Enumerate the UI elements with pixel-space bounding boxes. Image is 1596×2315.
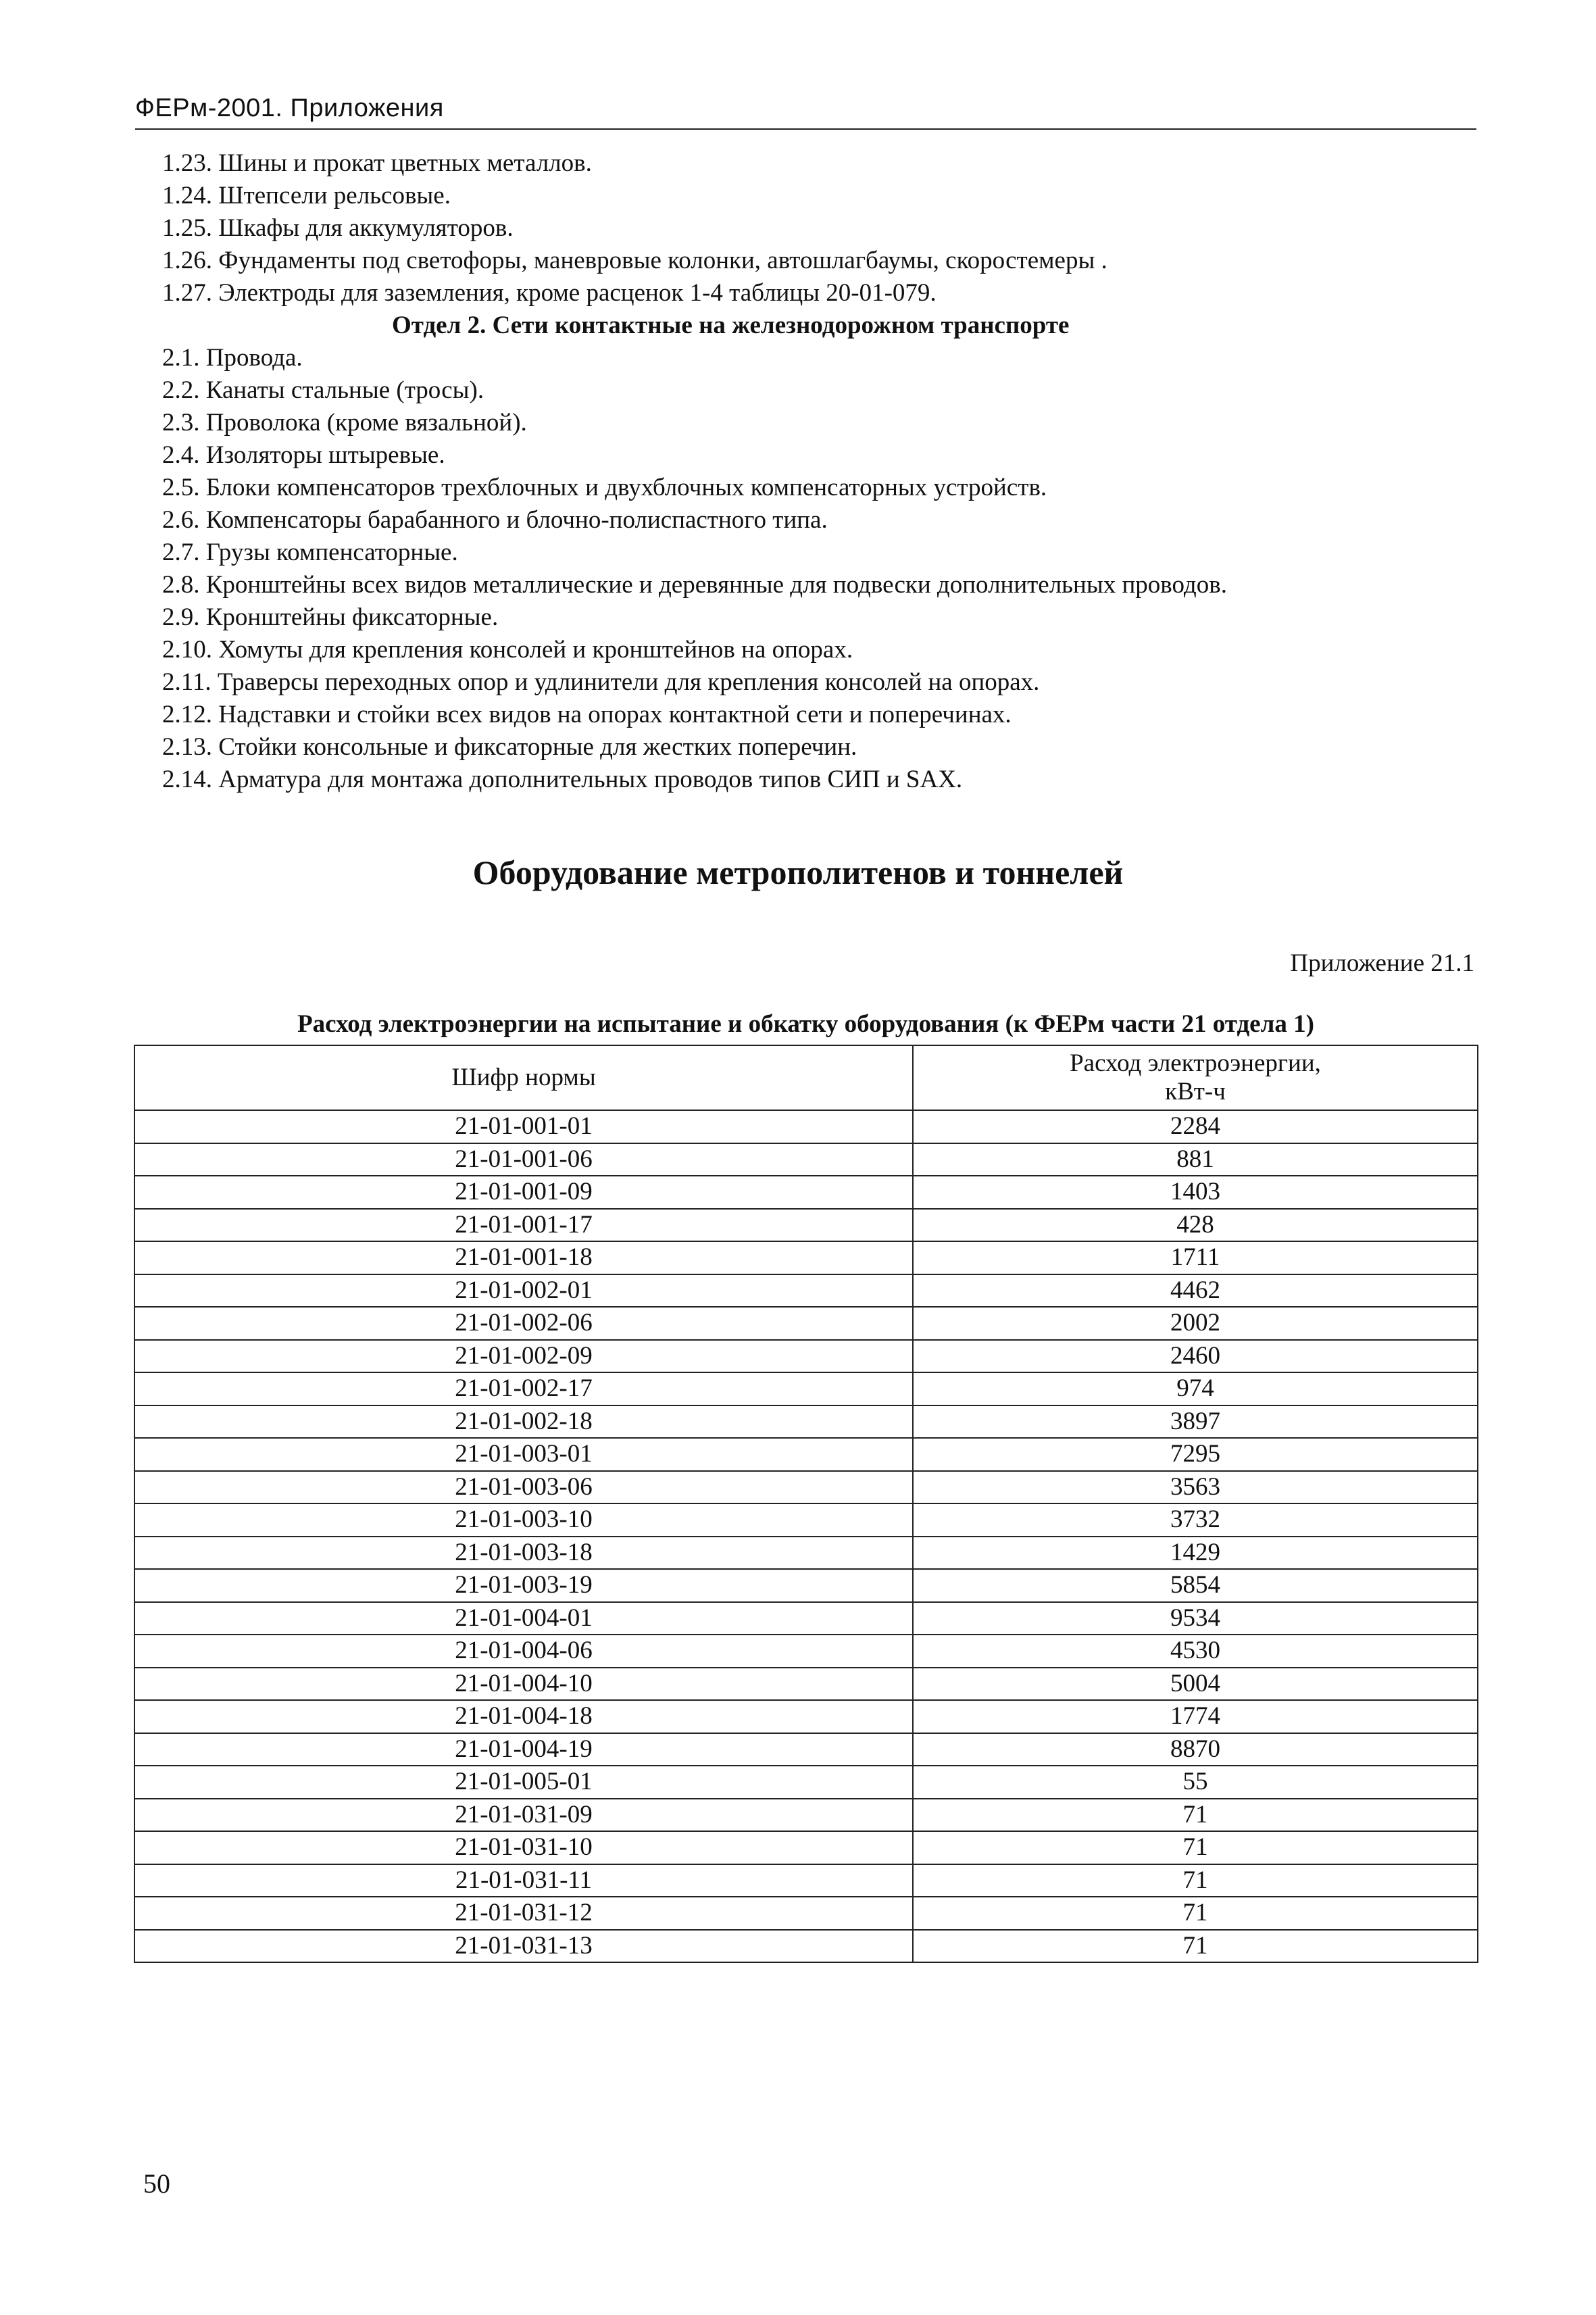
cell-energy: 1711 [913,1241,1478,1274]
cell-code: 21-01-002-06 [134,1307,913,1340]
table-row [134,1799,1478,1832]
cell-energy: 1774 [913,1700,1478,1733]
cell-code: 21-01-031-12 [134,1897,913,1930]
page-header [135,88,1476,130]
cell-code: 21-01-031-13 [134,1930,913,1963]
cell-code: 21-01-031-09 [134,1799,913,1832]
cell-code: 21-01-004-10 [134,1668,913,1701]
cell-energy: 2284 [913,1110,1478,1143]
cell-code: 21-01-004-18 [134,1700,913,1733]
table-row [134,1274,1478,1308]
list-item: 2.4. Изоляторы штыревые. [162,441,445,469]
main-title: Оборудование метрополитенов и тоннелей [472,853,1124,891]
cell-energy: 2460 [913,1340,1478,1373]
list-item: 2.14. Арматура для монтажа дополнительных проводов типов СИП и SAX. [162,766,963,793]
cell-code: 21-01-002-18 [134,1405,913,1439]
cell-energy: 2002 [913,1307,1478,1340]
list-item: 2.12. Надставки и стойки всех видов на опорах контактной сети и поперечинах. [162,701,1012,728]
cell-code: 21-01-002-17 [134,1372,913,1405]
list-item: 2.5. Блоки компенсаторов трехблочных и двухблочных компенсаторных устройств. [162,474,1047,501]
list-item: 2.1. Провода. [162,344,303,372]
cell-code: 21-01-002-01 [134,1274,913,1308]
cell-energy: 3897 [913,1405,1478,1439]
cell-energy: 1429 [913,1537,1478,1570]
table-row [134,1930,1478,1963]
cell-code: 21-01-004-01 [134,1602,913,1635]
list-item: 2.9. Кронштейны фиксаторные. [162,603,499,631]
table-row [134,1176,1478,1209]
cell-code: 21-01-001-09 [134,1176,913,1209]
cell-code: 21-01-004-06 [134,1635,913,1668]
table-row [134,1438,1478,1471]
cell-code: 21-01-003-18 [134,1537,913,1570]
section-heading: Отдел 2. Сети контактные на железнодорожном транспорте [392,312,1070,339]
table-row [134,1569,1478,1602]
table-row [134,1668,1478,1701]
table-row [134,1340,1478,1373]
list-item: 2.2. Канаты стальные (тросы). [162,376,484,404]
list-item: 1.25. Шкафы для аккумуляторов. [162,214,514,242]
cell-code: 21-01-003-06 [134,1471,913,1504]
cell-energy: 71 [913,1930,1478,1963]
cell-energy: 55 [913,1766,1478,1799]
list-item: 1.24. Штепсели рельсовые. [162,182,451,209]
cell-code: 21-01-003-19 [134,1569,913,1602]
cell-energy: 71 [913,1897,1478,1930]
cell-energy: 5854 [913,1569,1478,1602]
cell-code: 21-01-031-10 [134,1831,913,1864]
cell-energy: 4462 [913,1274,1478,1308]
table-row [134,1766,1478,1799]
cell-energy: 5004 [913,1668,1478,1701]
table-row [134,1405,1478,1439]
list-item: 1.26. Фундаменты под светофоры, маневровые колонки, автошлагбаумы, скоростемеры . [162,247,1107,274]
cell-code: 21-01-001-17 [134,1209,913,1242]
table-row [134,1503,1478,1537]
list-item: 1.27. Электроды для заземления, кроме расценок 1-4 таблицы 20-01-079. [162,279,937,307]
cell-energy: 974 [913,1372,1478,1405]
cell-energy: 7295 [913,1438,1478,1471]
table-row [134,1864,1478,1897]
table-row [134,1602,1478,1635]
cell-energy: 881 [913,1143,1478,1176]
cell-code: 21-01-001-06 [134,1143,913,1176]
cell-energy: 71 [913,1831,1478,1864]
list-item: 2.13. Стойки консольные и фиксаторные для жестких поперечин. [162,733,857,761]
list-item: 1.23. Шины и прокат цветных металлов. [162,149,592,177]
cell-code: 21-01-003-10 [134,1503,913,1537]
table-row [134,1110,1478,1143]
column-header-energy [913,1045,1478,1110]
cell-code: 21-01-002-09 [134,1340,913,1373]
column-header-energy-line1: Расход электроэнергии, [1070,1049,1321,1077]
table-row [134,1897,1478,1930]
list-item: 2.7. Грузы компенсаторные. [162,539,458,566]
energy-table [134,1045,1478,1963]
page-number: 50 [143,2168,170,2199]
cell-energy: 428 [913,1209,1478,1242]
cell-energy: 3563 [913,1471,1478,1504]
table-row [134,1143,1478,1176]
table-body [134,1110,1478,1962]
list-item: 2.11. Траверсы переходных опор и удлинители для крепления консолей на опорах. [162,668,1040,696]
table-row [134,1241,1478,1274]
cell-code: 21-01-005-01 [134,1766,913,1799]
cell-energy: 9534 [913,1602,1478,1635]
list-item: 2.8. Кронштейны всех видов металлические и деревянные для подвески дополнительных проводов. [162,571,1227,599]
list-item: 2.6. Компенсаторы барабанного и блочно-полиспастного типа. [162,506,828,534]
table-row [134,1307,1478,1340]
cell-energy: 71 [913,1864,1478,1897]
list-item: 2.3. Проволока (кроме вязальной). [162,409,527,437]
cell-energy: 1403 [913,1176,1478,1209]
cell-energy: 3732 [913,1503,1478,1537]
list-item: 2.10. Хомуты для крепления консолей и кронштейнов на опорах. [162,636,853,664]
cell-energy: 4530 [913,1635,1478,1668]
cell-code: 21-01-003-01 [134,1438,913,1471]
column-header-code: Шифр нормы [134,1045,913,1110]
table-row [134,1209,1478,1242]
table-row [134,1831,1478,1864]
table-row [134,1700,1478,1733]
cell-code: 21-01-001-01 [134,1110,913,1143]
cell-code: 21-01-004-19 [134,1733,913,1766]
cell-code: 21-01-001-18 [134,1241,913,1274]
cell-energy: 8870 [913,1733,1478,1766]
table-caption: Расход электроэнергии на испытание и обкатку оборудования (к ФЕРм части 21 отдела 1) [297,1010,1314,1038]
table-row [134,1372,1478,1405]
appendix-label: Приложение 21.1 [1290,949,1474,977]
table-header-row [134,1045,1478,1110]
header-title: ФЕРм-2001. Приложения [135,94,444,122]
cell-energy: 71 [913,1799,1478,1832]
table-row [134,1635,1478,1668]
table-row [134,1471,1478,1504]
content-list [162,147,1446,796]
table-row [134,1733,1478,1766]
column-header-energy-line2: кВт-ч [1165,1078,1226,1105]
table-row [134,1537,1478,1570]
cell-code: 21-01-031-11 [134,1864,913,1897]
